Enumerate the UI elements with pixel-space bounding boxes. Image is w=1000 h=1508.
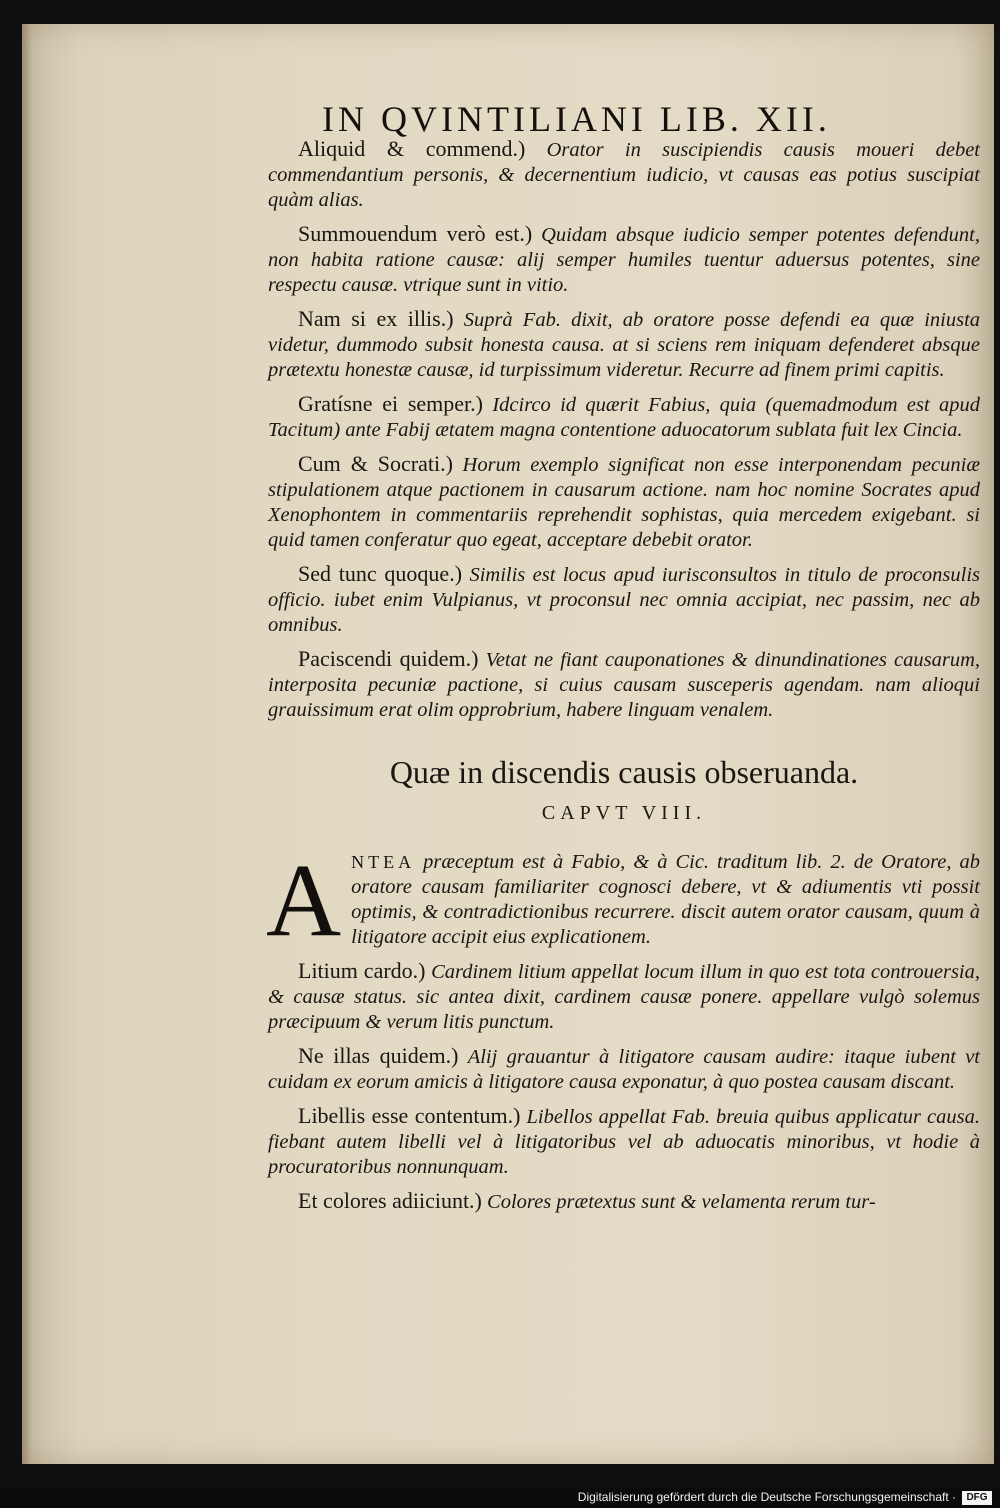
book-page (22, 24, 994, 1464)
digitization-credit: Digitalisierung gefördert durch die Deutsche Forschungsgemeinschaft · (577, 1490, 956, 1504)
note-lemma: Libellis esse contentum.) (298, 1103, 521, 1128)
commentary-note (268, 221, 980, 298)
note-text: Vetat ne fiant cauponationes & dinundinationes causarum, interposita pecuniæ pactione, si cuius causam susceperis agendam. nam alioqui grauissimum erat olim opprobrium, habere linguam venalem. (268, 649, 980, 721)
note-text: Orator in suscipiendis causis moueri debet commendantium personis, & decernentium iudicio, vt causas eas potius suscipiat quàm alias. (268, 139, 981, 211)
note-lemma: Aliquid & commend.) (298, 136, 526, 161)
chapter-number: CAPVT VIII. (541, 802, 707, 824)
note-lemma: Cum & Socrati.) (298, 451, 453, 476)
commentary-note (268, 561, 980, 638)
note-lemma: Sed tunc quoque.) (298, 561, 463, 586)
commentary-note (268, 306, 980, 383)
commentary-note (268, 451, 980, 553)
commentary-note (268, 391, 980, 443)
note-lemma: Litium cardo.) (298, 958, 426, 983)
commentary-note (268, 1103, 980, 1180)
note-lemma: Nam si ex illis.) (298, 306, 454, 331)
note-lemma: Paciscendi quidem.) (298, 646, 479, 671)
note-text: Libellos appellat Fab. breuia quibus applicatur causa. fiebant autem libelli vel à litigatoribus vel ab aduocatis minoribus, vt hodie à procuratoribus nonnunquam. (268, 1106, 981, 1178)
note-text: Cardinem litium appellat locum illum in quo est tota controuersia, & causæ status. sic antea dixit, cardinem causæ ponere. appellare vulgò solemus præcipuum & verum litis punctum. (268, 961, 981, 1033)
note-text: Colores prætextus sunt & velamenta rerum tur- (487, 1191, 876, 1213)
chapter-title: Quæ in discendis causis obseruanda. (389, 754, 859, 790)
drop-initial: A (266, 843, 342, 958)
note-text: Idcirco id quærit Fabius, quia (quemadmodum est apud Tacitum) ante Fabij ætatem magna contentione aduocatorum sublata fuit lex Cincia. (268, 394, 980, 441)
text-block (268, 136, 980, 1223)
note-lemma: Et colores adiiciunt.) (298, 1188, 482, 1213)
commentary-note (268, 1188, 980, 1215)
note-lemma: Summouendum verò est.) (298, 221, 533, 246)
note-text: Horum exemplo significat non esse interponendam pecuniæ stipulationem atque pactionem in causarum actione. nam hoc nomine Socrates apud Xenophontem in commentariis reprehendit sophistas, quia mercedem exigebant. si quid tamen conferatur quo egeat, acceptare debebit orator. (268, 454, 981, 551)
opening-text: præceptum est à Fabio, & à Cic. traditum lib. 2. de Oratore, ab oratore causam familiariter cognosci debere, vt & adiumentis vti possit optimis, & contradictionibus recurrere. discit autem orator causam, quum à litigatore accipit eius explicationem. (351, 851, 981, 948)
note-text: Alij grauantur à litigatore causam audire: itaque iubent vt cuidam ex eorum amicis à litigatore causa exponatur, à quo postea causam discant. (268, 1046, 980, 1093)
note-text: Similis est locus apud iurisconsultos in titulo de proconsulis officio. iubet enim Vulpianus, vt proconsul nec omnia accipiat, nec passim, nec ab omnibus. (268, 564, 981, 636)
note-text: Suprà Fab. dixit, ab oratore posse defendi ea quæ iniusta videtur, dummodo subsit honesta causa. at si sciens rem iniquam defenderet absque prætextu honestæ causæ, id turpissimum videretur. Recurre ad finem primi capitis. (268, 309, 981, 381)
note-lemma: Ne illas quidem.) (298, 1043, 459, 1068)
chapter-opening (266, 843, 981, 958)
note-text: Quidam absque iudicio semper potentes defendunt, non habita ratione causæ: alij semper humiles tuentur aduersus potentes, sine respectu causæ. vtrique sunt in vitio. (268, 224, 980, 296)
dfg-logo: DFG (962, 1491, 992, 1505)
commentary-note (268, 958, 980, 1035)
commentary-note (268, 136, 980, 213)
running-head: IN QVINTILIANI LIB. XII. (322, 99, 831, 139)
commentary-note (268, 1043, 980, 1095)
commentary-note (268, 646, 980, 723)
opening-word: NTEA (351, 852, 416, 872)
note-lemma: Gratísne ei semper.) (298, 391, 483, 416)
